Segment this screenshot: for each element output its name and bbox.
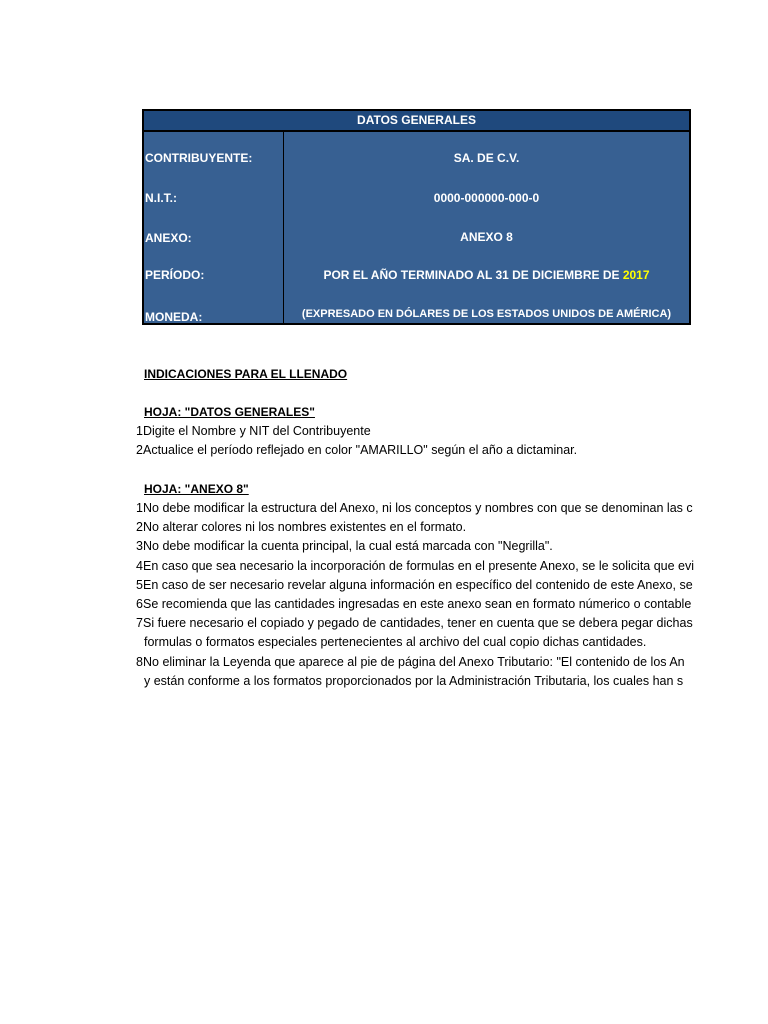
item-text: En caso que sea necesario la incorporación de formulas en el presente Anexo, se le solicita que evi bbox=[143, 558, 695, 573]
item-number: 6 bbox=[136, 597, 143, 611]
list-item bbox=[0, 615, 695, 632]
list-item bbox=[0, 558, 695, 575]
item-text: No alterar colores ni los nombres existentes en el formato. bbox=[143, 520, 467, 535]
item-text: Se recomienda que las cantidades ingresadas en este anexo sean en formato númerico o contable bbox=[143, 597, 692, 611]
item-number: 1 bbox=[136, 424, 143, 438]
moneda-label: MONEDA: bbox=[145, 310, 203, 324]
list-item bbox=[0, 519, 695, 536]
datos-generales-panel bbox=[142, 109, 691, 325]
nit-value[interactable]: 0000-000000-000-0 bbox=[433, 191, 540, 205]
item-text: En caso de ser necesario revelar alguna información en específico del contenido de este Anexo, se bbox=[143, 577, 693, 592]
item-number: 2 bbox=[136, 520, 143, 535]
item-number: 5 bbox=[136, 577, 143, 592]
anexo-label: ANEXO: bbox=[145, 231, 192, 245]
list-item bbox=[0, 538, 695, 555]
item-text: Actualice el período reflejado en color "AMARILLO" según el año a dictaminar. bbox=[143, 443, 578, 458]
periodo-value[interactable] bbox=[284, 268, 689, 282]
list-item bbox=[0, 596, 695, 613]
item-number: 3 bbox=[136, 539, 143, 554]
panel-title: DATOS GENERALES bbox=[144, 111, 689, 132]
item-number: 2 bbox=[136, 443, 143, 458]
item-text: Digite el Nombre y NIT del Contribuyente bbox=[143, 424, 371, 438]
item-number: 4 bbox=[136, 558, 143, 573]
item-text: Si fuere necesario el copiado y pegado de cantidades, tener en cuenta que se debera pegar dichas bbox=[143, 616, 693, 631]
list-item bbox=[0, 442, 695, 459]
contribuyente-label: CONTRIBUYENTE: bbox=[145, 151, 253, 165]
anexo-value[interactable]: ANEXO 8 bbox=[460, 230, 513, 244]
item-number: 8 bbox=[136, 654, 143, 669]
list-item bbox=[0, 654, 695, 671]
moneda-value[interactable]: (EXPRESADO EN DÓLARES DE LOS ESTADOS UNIDOS DE AMÉRICA) bbox=[301, 308, 672, 320]
item-text-continuation: y están conforme a los formatos proporcionados por la Administración Tributaria, los cuales han s bbox=[144, 673, 684, 688]
periodo-prefix: POR EL AÑO TERMINADO AL 31 DE DICIEMBRE DE bbox=[323, 268, 623, 282]
nit-label: N.I.T.: bbox=[145, 191, 177, 205]
periodo-label: PERÍODO: bbox=[145, 268, 205, 282]
instructions-title: INDICACIONES PARA EL LLENADO bbox=[144, 367, 348, 381]
item-text: No debe modificar la cuenta principal, la cual está marcada con "Negrilla". bbox=[143, 539, 553, 554]
item-number: 1 bbox=[136, 501, 143, 515]
list-item bbox=[0, 423, 695, 440]
item-text-continuation: formulas o formatos especiales pertenecientes al archivo del cual copio dichas cantidades. bbox=[144, 635, 647, 650]
item-text: No eliminar la Leyenda que aparece al pie de página del Anexo Tributario: "El contenido de los An bbox=[143, 654, 685, 669]
contribuyente-value[interactable]: SA. DE C.V. bbox=[453, 151, 520, 165]
item-text: No debe modificar la estructura del Anexo, ni los conceptos y nombres con que se denominan las c bbox=[143, 501, 693, 515]
sheet1-heading: HOJA: "DATOS GENERALES" bbox=[144, 405, 315, 419]
list-item bbox=[0, 577, 695, 594]
sheet2-heading: HOJA: "ANEXO 8" bbox=[144, 482, 249, 496]
list-item bbox=[0, 500, 695, 517]
item-number: 7 bbox=[136, 616, 143, 631]
periodo-year[interactable]: 2017 bbox=[622, 268, 650, 282]
